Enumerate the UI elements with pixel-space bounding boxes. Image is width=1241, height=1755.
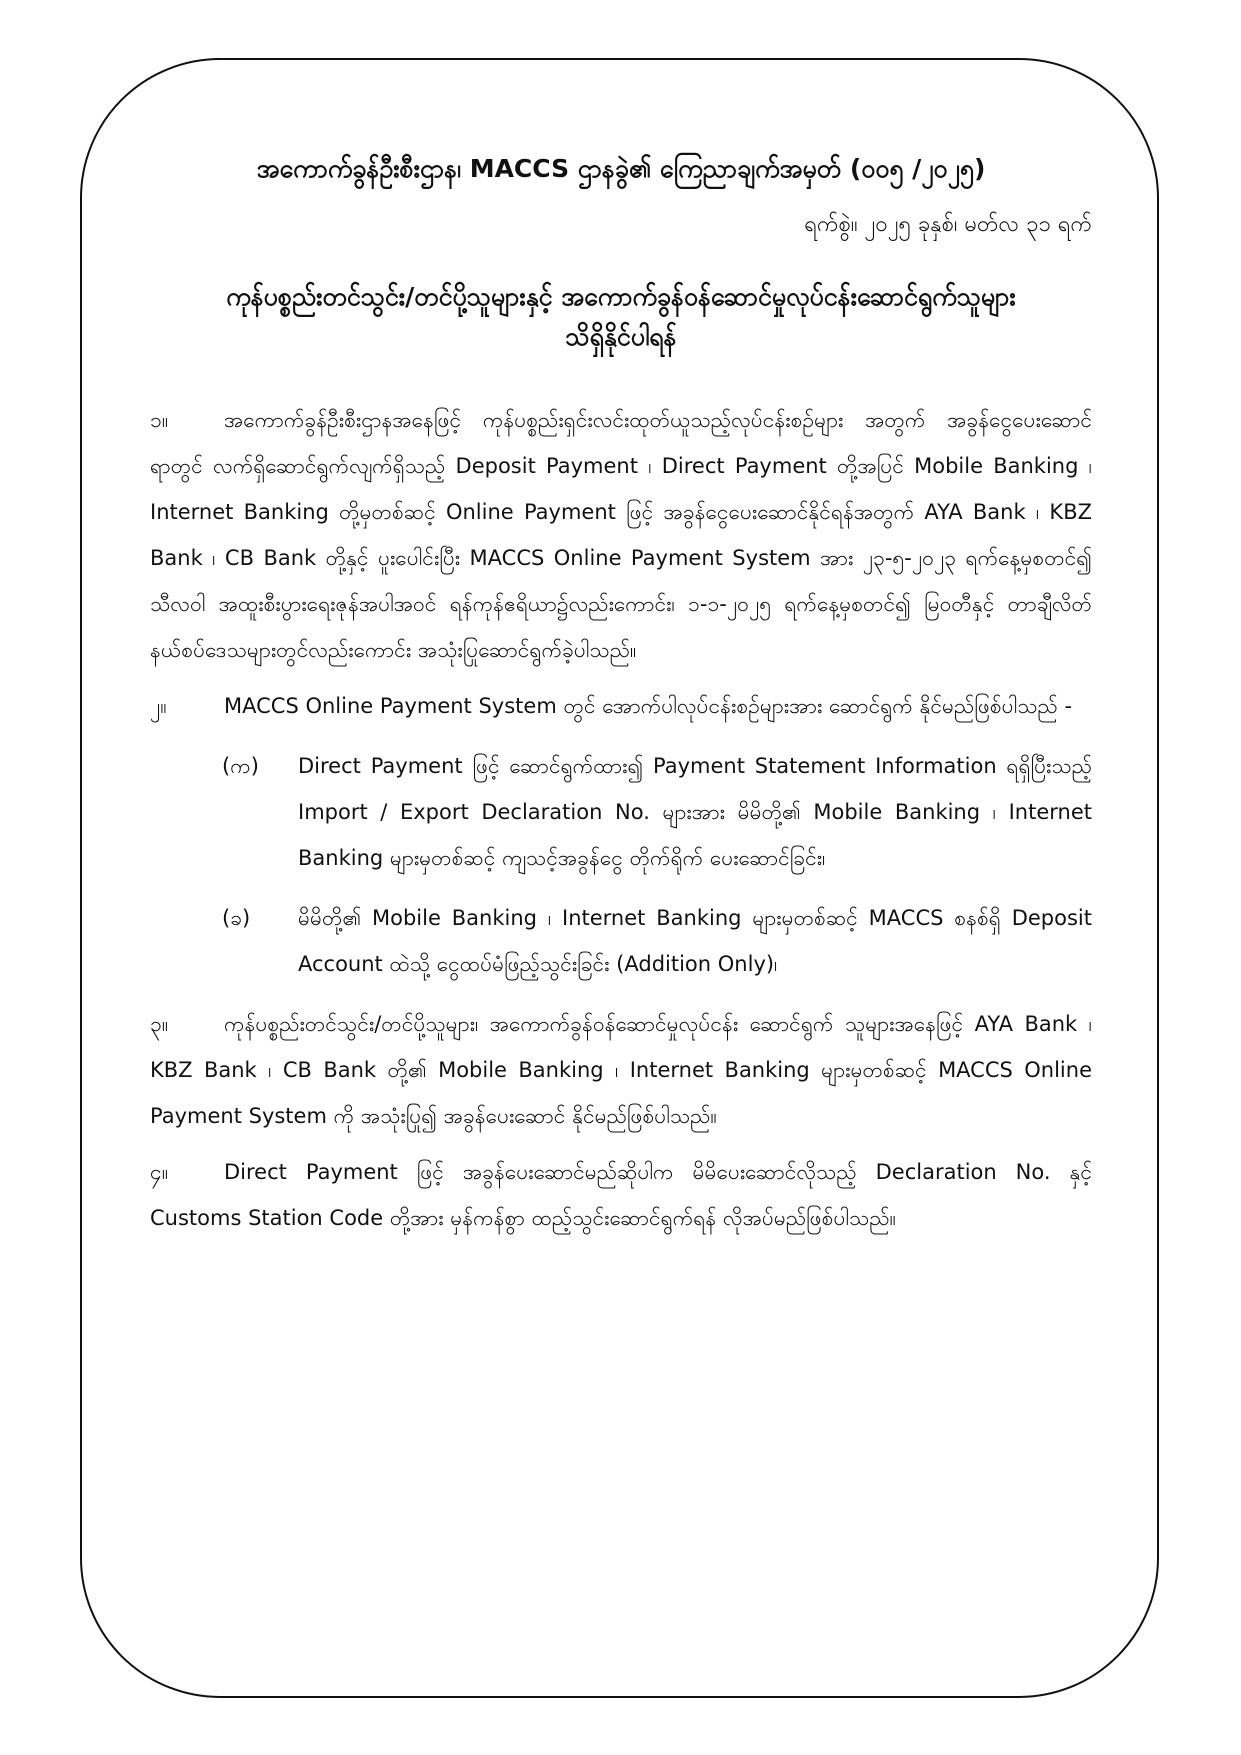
paragraph-number: ၂။ <box>150 693 167 718</box>
announcement-date: ရက်စွဲ။ ၂၀၂၅ ခုနှစ်၊ မတ်လ ၃၁ ရက် <box>804 211 1092 237</box>
paragraph-text: MACCS Online Payment System တွင် အောက်ပါလုပ်ငန်းစဉ်များအား ဆောင်ရွက် နိုင်မည်ဖြစ်ပါသည် - <box>224 693 1073 718</box>
paragraph-number: ၁။ <box>150 407 169 432</box>
sub-item-label: (ခ) <box>222 905 251 930</box>
paragraph-text: Direct Payment ဖြင့် အခွန်ပေးဆောင်မည်ဆိုပါက မိမိပေးဆောင်လိုသည့် Declaration No. နှင့် Customs Station Code တို့အား မှန်ကန်စွာ ထည့်သွင်းဆောင်ရွက်ရန် လိုအပ်မည်ဖြစ်ပါသည်။ <box>150 1159 1092 1230</box>
paragraph-2 <box>150 683 1092 729</box>
paragraph-number: ၄။ <box>150 1159 169 1184</box>
paragraph-text: ကုန်ပစ္စည်းတင်သွင်း/တင်ပို့သူများ၊ အကောက်ခွန်ဝန်ဆောင်မှုလုပ်ငန်း ဆောင်ရွက် သူများအနေဖြင့် AYA Bank ၊ KBZ Bank ၊ CB Bank တို့၏ Mobile Banking ၊ Internet Banking များမှတစ်ဆင့် MACCS Online Payment System ကို အသုံးပြု၍ အခွန်ပေးဆောင် နိုင်မည်ဖြစ်ပါသည်။ <box>150 1011 1092 1128</box>
sub-item-label: (က) <box>222 753 259 778</box>
announcement-body <box>150 150 1092 1251</box>
subject-line-2: သိရှိနိုင်ပါရန် <box>565 321 677 351</box>
sub-item-text: Direct Payment ဖြင့် ဆောင်ရွက်ထား၍ Payment Statement Information ရရှိပြီးသည့် Import / Export Declaration No. များအား မိမိတို့၏ Mobile Banking ၊ Internet Banking များမှတစ်ဆင့် ကျသင့်အခွန်ငွေ တိုက်ရိုက် ပေးဆောင်ခြင်း၊ <box>298 753 1092 870</box>
subject-line-1: ကုန်ပစ္စည်းတင်သွင်း/တင်ပို့သူများနှင့် အကောက်ခွန်ဝန်ဆောင်မှုလုပ်ငန်းဆောင်ရွက်သူများ <box>226 281 1016 311</box>
sub-item-kha <box>222 895 1092 987</box>
announcement-subject <box>150 277 1092 357</box>
paragraph-3 <box>150 1001 1092 1139</box>
paragraph-number: ၃။ <box>150 1011 169 1036</box>
sub-item-ka <box>222 743 1092 881</box>
paragraph-4 <box>150 1149 1092 1241</box>
announcement-title: အကောက်ခွန်ဦးစီးဌာန၊ MACCS ဌာနခွဲ၏ ကြေညာချက်အမှတ် (၀၀၅ /၂၀၂၅) <box>256 154 986 183</box>
sub-item-text: မိမိတို့၏ Mobile Banking ၊ Internet Banking များမှတစ်ဆင့် MACCS စနစ်ရှိ Deposit Account ထဲသို့ ငွေထပ်မံဖြည့်သွင်းခြင်း (Addition Only)၊ <box>298 905 1092 976</box>
paragraph-1 <box>150 397 1092 673</box>
paragraph-text: အကောက်ခွန်ဦးစီးဌာနအနေဖြင့် ကုန်ပစ္စည်းရှင်းလင်းထုတ်ယူသည့်လုပ်ငန်းစဉ်များ အတွက် အခွန်ငွေပေးဆောင်ရာတွင် လက်ရှိဆောင်ရွက်လျက်ရှိသည့် Deposit Payment ၊ Direct Payment တို့အပြင် Mobile Banking ၊ Internet Banking တို့မှတစ်ဆင့် Online Payment ဖြင့် အခွန်ငွေပေးဆောင်နိုင်ရန်အတွက် AYA Bank ၊ KBZ Bank ၊ CB Bank တို့နှင့် ပူးပေါင်းပြီး MACCS Online Payment System အား ၂၃-၅-၂၀၂၃ ရက်နေ့မှစတင်၍ သီလဝါ အထူးစီးပွားရေးဇုန်အပါအဝင် ရန်ကုန်ဧရိယာ၌လည်းကောင်း၊ ၁-၁-၂၀၂၅ ရက်နေ့မှစတင်၍ မြဝတီနှင့် တာချီလိတ်နယ်စပ်ဒေသများတွင်လည်းကောင်း အသုံးပြုဆောင်ရွက်ခဲ့ပါသည်။ <box>150 407 1092 662</box>
